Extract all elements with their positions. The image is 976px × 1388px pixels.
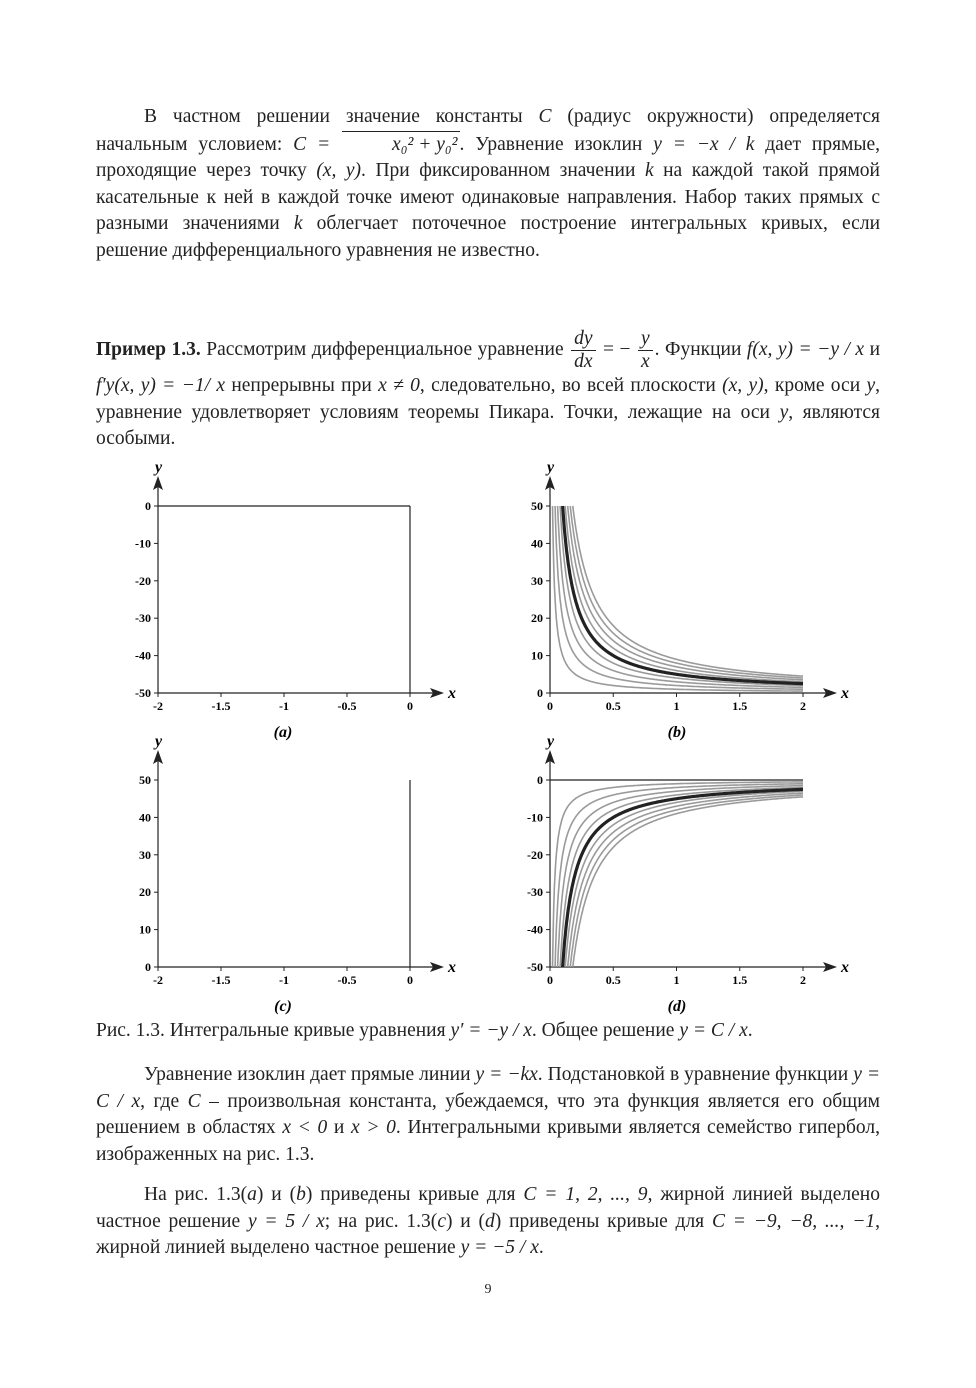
integral-curve xyxy=(560,788,803,968)
y-tick-label: 0 xyxy=(537,686,543,700)
y-axis-label: y xyxy=(547,733,555,750)
y-tick-label: -30 xyxy=(135,611,151,626)
integral-curve xyxy=(555,784,803,967)
integral-curve xyxy=(568,506,803,680)
y-tick-label: 0 xyxy=(145,960,151,974)
y-tick-label: 30 xyxy=(139,847,151,862)
page-number: 9 xyxy=(484,1282,492,1297)
x-tick-label: -1.5 xyxy=(211,699,231,713)
x-axis-label: x xyxy=(448,685,456,702)
y-tick-label: -20 xyxy=(527,847,543,862)
y-tick-label: -40 xyxy=(527,922,543,937)
fraction-y-x: $\frac{y}{x}$ xyxy=(638,328,653,373)
x-tick-label: 1.5 xyxy=(732,973,748,987)
x-tick-label: 2 xyxy=(800,699,806,713)
y-tick-label: 0 xyxy=(145,499,151,513)
y-tick-label: -10 xyxy=(527,810,543,825)
x-tick-label: 1 xyxy=(673,973,680,987)
sqrt-expression: x₀² + y₀² xyxy=(342,131,459,159)
example-paragraph: Пример 1.3. Рассмотрим дифференциальное уравнение $\frac{dy}{dx}$ = − $\frac{y}{x}$ . Функции f(x, y) = −y / x и f′y(x, y) = −1/ x непрерывны при x ≠ 0, следовательно, во всей плоскости (x, y), кроме оси y, уравнение удовлетворяет условиям теоремы Пикара. Точки, лежащие на оси y, являются особыми. xyxy=(96,328,880,449)
x-tick-label: 0 xyxy=(547,699,553,713)
y-axis-label: y xyxy=(155,459,163,476)
x-tick-label: -0.5 xyxy=(337,973,357,987)
x-tick-label: 0 xyxy=(547,973,553,987)
integral-curve xyxy=(560,506,803,686)
x-tick-label: 0 xyxy=(407,699,413,713)
y-tick-label: -50 xyxy=(135,686,151,700)
y-tick-label: 30 xyxy=(531,573,543,588)
x-tick-label: 2 xyxy=(800,973,806,987)
x-axis-label: x xyxy=(841,959,849,976)
figure-caption: Рис. 1.3. Интегральные кривые уравнения y′ = −y / x. Общее решение y = C / x. xyxy=(96,1020,753,1041)
y-tick-label: 40 xyxy=(139,810,151,825)
integral-curve xyxy=(568,793,803,967)
highlight-curve xyxy=(563,789,803,967)
paragraph-4: На рис. 1.3(a) и (b) приведены кривые для C = 1, 2, ..., 9, жирной линией выделено частное решение y = 5 / x; на рис. 1.3(c) и (d) приведены кривые для C = −9, −8, ..., −1, жирной линией выделено частное решение y = −5 / x. xyxy=(96,1184,880,1258)
y-tick-label: 40 xyxy=(531,536,543,551)
x-tick-label: -0.5 xyxy=(337,699,357,713)
y-tick-label: -30 xyxy=(527,885,543,900)
y-tick-label: 50 xyxy=(531,499,543,513)
integral-curve xyxy=(570,506,803,678)
y-tick-label: 20 xyxy=(139,885,151,900)
x-tick-label: 0.5 xyxy=(605,699,621,713)
x-tick-label: 0.5 xyxy=(605,973,621,987)
x-tick-label: -1 xyxy=(279,973,289,987)
y-tick-label: -50 xyxy=(527,960,543,974)
x-tick-label: 1.5 xyxy=(732,699,748,713)
fraction-dy-dx: $\frac{dy}{dx}$ xyxy=(571,328,595,373)
panel-label: (c) xyxy=(274,998,292,1015)
panel-label: (a) xyxy=(273,724,293,741)
panel-label: (b) xyxy=(667,724,687,741)
y-tick-label: 10 xyxy=(531,648,543,663)
x-axis-label: x xyxy=(841,685,849,702)
x-axis-label: x xyxy=(448,959,456,976)
y-axis-label: y xyxy=(547,459,555,476)
y-tick-label: -10 xyxy=(135,536,151,551)
y-tick-label: 0 xyxy=(537,773,543,787)
x-tick-label: 1 xyxy=(673,699,680,713)
panel-label: (d) xyxy=(667,998,687,1015)
integral-curve xyxy=(570,795,803,967)
highlight-curve xyxy=(563,506,803,684)
y-tick-label: 20 xyxy=(531,611,543,626)
paragraph-1: В частном решении значение константы C (радиус окружности) определяется начальным условием: C = x₀² + y₀² . Уравнение изоклин y = −x / k дает прямые, проходящие через точку (x, y). При фиксированном значении k на каждой такой прямой касательные к ней в каждой точке имеют одинаковые направления. Набор таких прямых с разными значениями k облегчает поточечное построение интегральных кривых, если решение дифференциального уравнения не известно. xyxy=(96,106,881,261)
y-tick-label: -40 xyxy=(135,648,151,663)
x-tick-label: -2 xyxy=(153,699,163,713)
y-tick-label: 50 xyxy=(139,773,151,787)
y-tick-label: 10 xyxy=(139,922,151,937)
paragraph-3: Уравнение изоклин дает прямые линии y = −kx. Подстановкой в уравнение функции y = C / x, где C – произвольная константа, убеждаемся, что эта функция является его общим решением в областях x < 0 и x > 0. Интегральными кривыми является семейство гипербол, изображенных на рис. 1.3. xyxy=(96,1064,880,1165)
integral-curve xyxy=(555,506,803,689)
y-axis-label: y xyxy=(155,733,163,750)
x-tick-label: -1 xyxy=(279,699,289,713)
y-tick-label: -20 xyxy=(135,573,151,588)
x-tick-label: -1.5 xyxy=(211,973,231,987)
x-tick-label: 0 xyxy=(407,973,413,987)
x-tick-label: -2 xyxy=(153,973,163,987)
